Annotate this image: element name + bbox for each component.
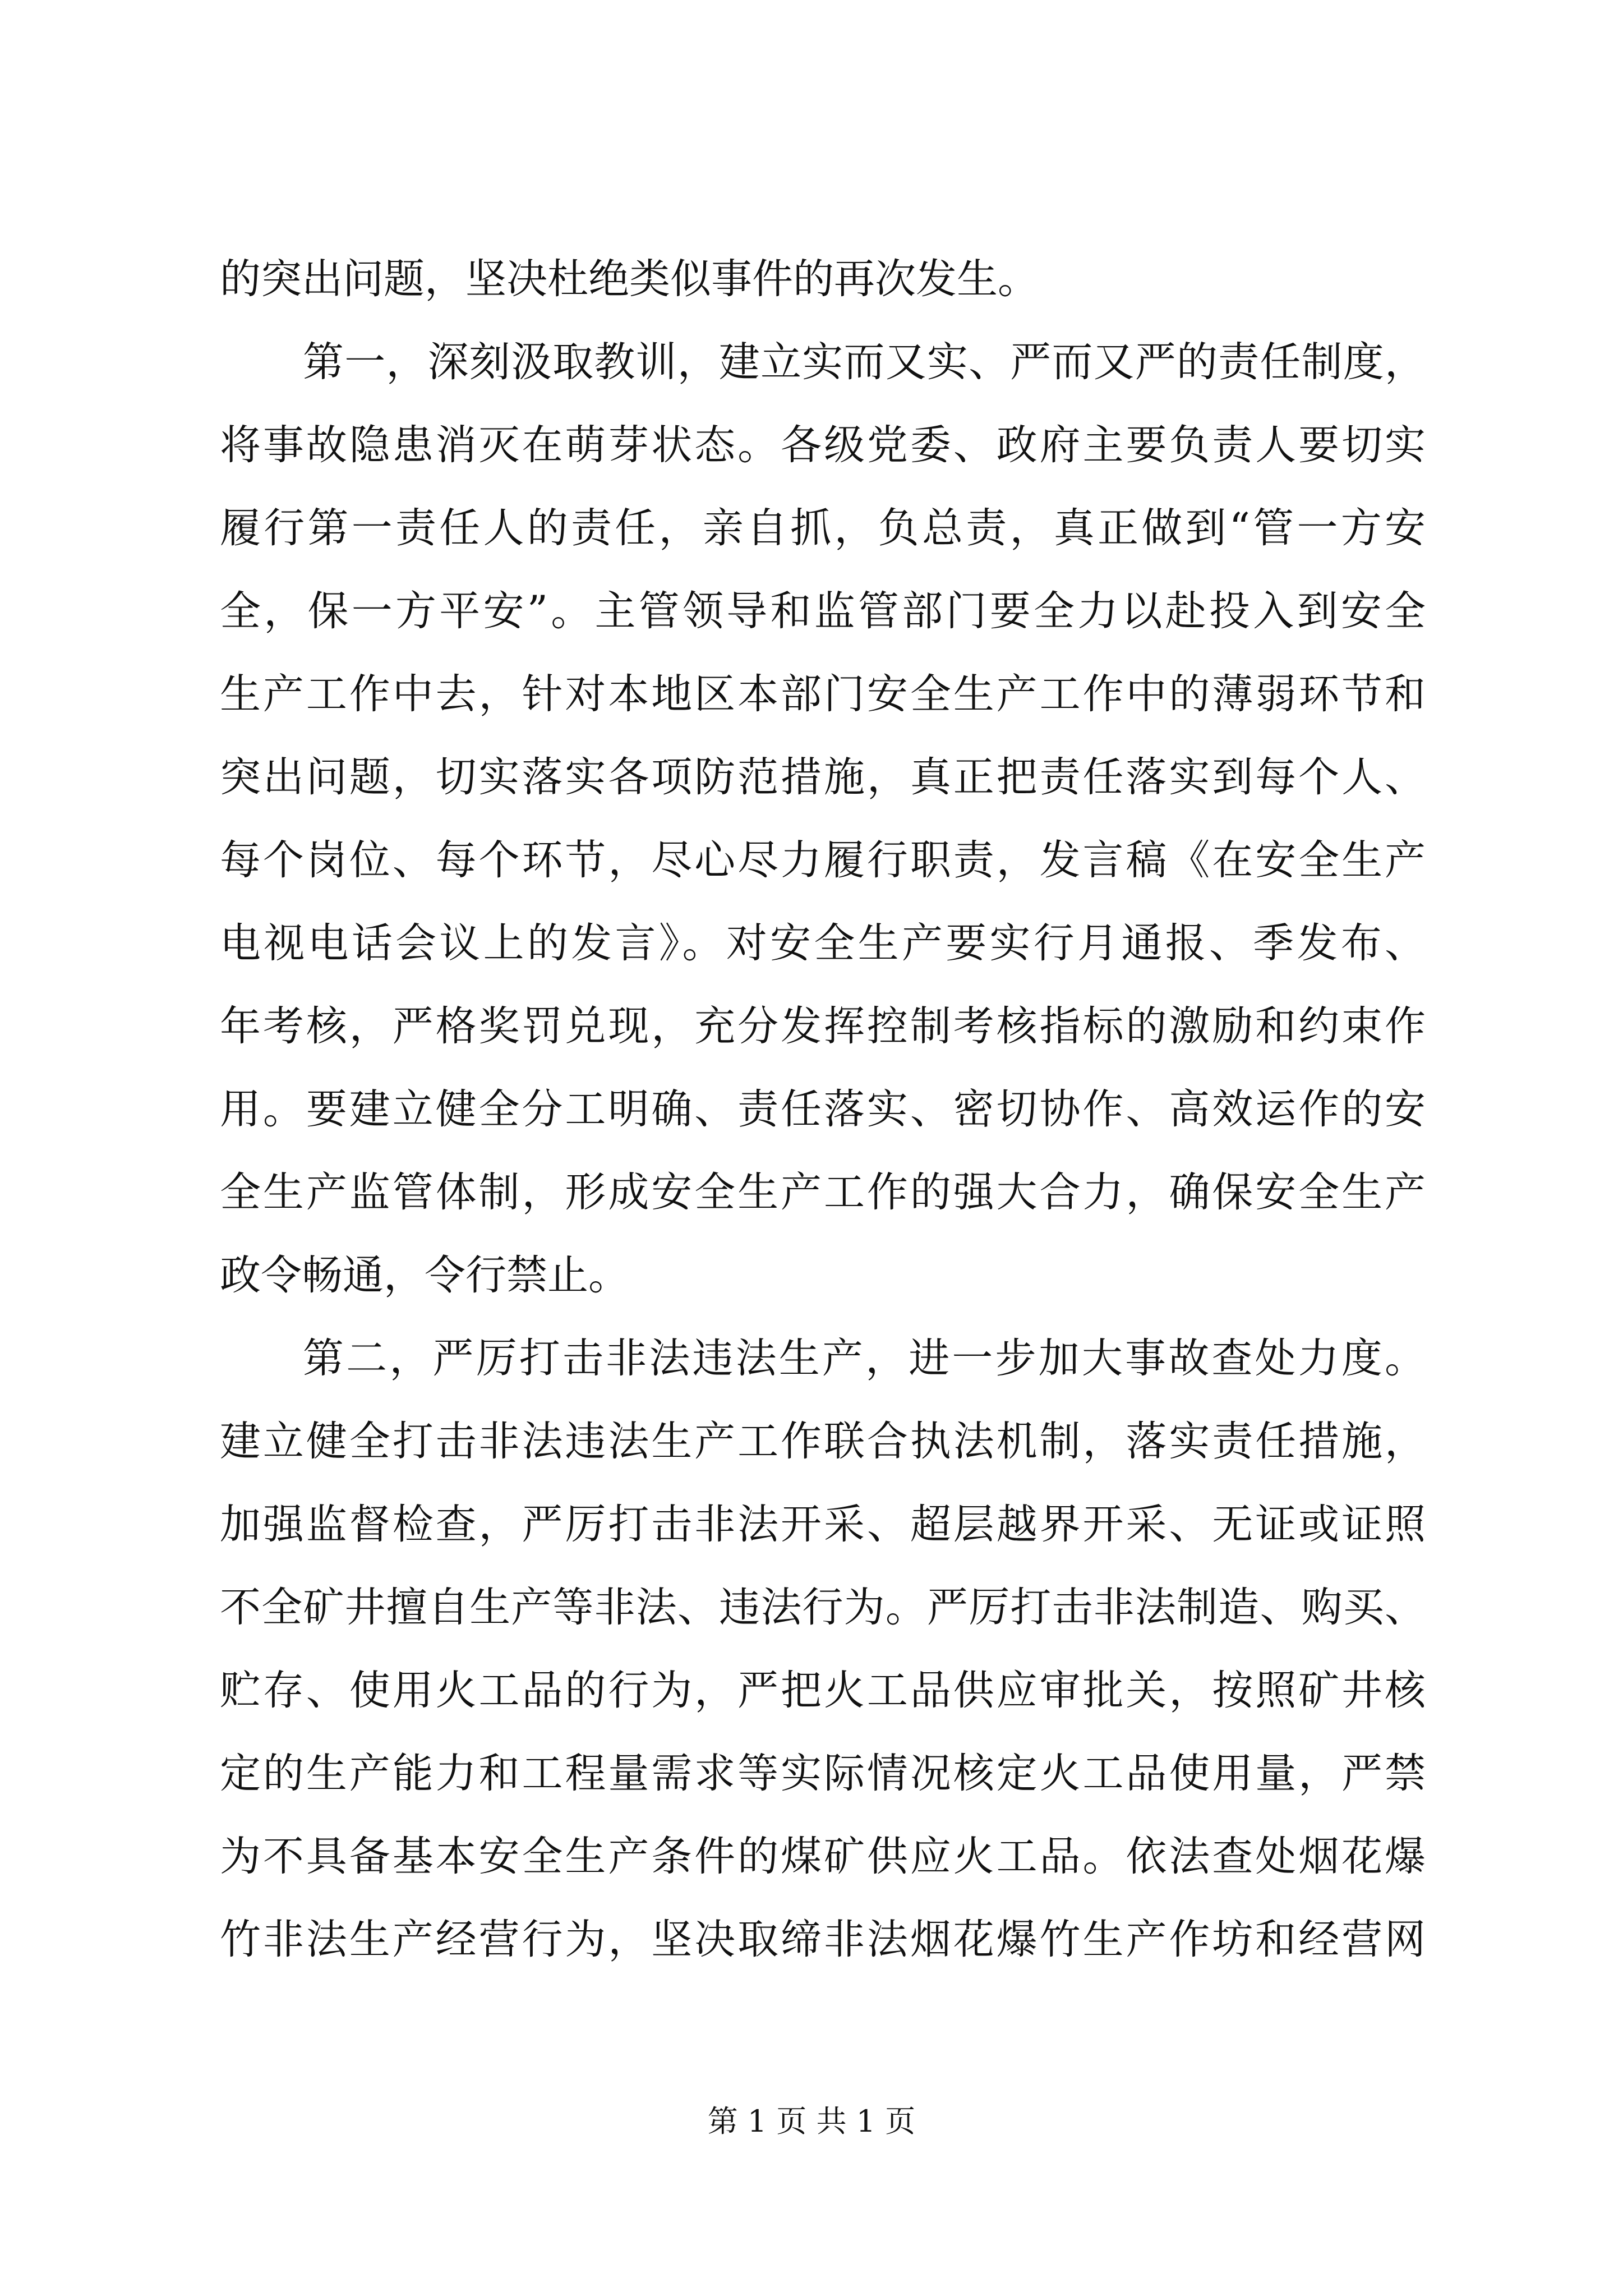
document-body xyxy=(220,257,1426,2000)
paragraph-start-line: 第一，深刻汲取教训，建立实而又实、严而又严的责任制度， xyxy=(303,338,1426,386)
paragraph-start-line: 第二，严厉打击非法违法生产，进一步加大事故查处力度。 xyxy=(303,1335,1426,1382)
text-line: 为不具备基本安全生产条件的煤矿供应火工品。依法查处烟花爆 xyxy=(220,1833,1426,1880)
text-line: 用。要建立健全分工明确、责任落实、密切协作、高效运作的安 xyxy=(220,1085,1426,1133)
text-line: 政令畅通，令行禁止。 xyxy=(220,1251,629,1299)
text-line: 将事故隐患消灭在萌芽状态。各级党委、政府主要负责人要切实 xyxy=(220,421,1426,469)
text-line: 每个岗位、每个环节，尽心尽力履行职责，发言稿《在安全生产 xyxy=(220,836,1426,884)
text-line: 履行第一责任人的责任，亲自抓，负总责，真正做到“管一方安 xyxy=(220,504,1426,552)
text-line: 不全矿井擅自生产等非法、违法行为。严厉打击非法制造、购买、 xyxy=(220,1584,1426,1631)
text-line: 竹非法生产经营行为，坚决取缔非法烟花爆竹生产作坊和经营网 xyxy=(220,1916,1426,1963)
text-line: 全，保一方平安”。主管领导和监管部门要全力以赴投入到安全 xyxy=(220,587,1426,635)
text-line: 年考核，严格奖罚兑现，充分发挥控制考核指标的激励和约束作 xyxy=(220,1002,1426,1050)
text-line: 突出问题，切实落实各项防范措施，真正把责任落实到每个人、 xyxy=(220,753,1426,801)
text-line: 生产工作中去，针对本地区本部门安全生产工作中的薄弱环节和 xyxy=(220,670,1426,718)
text-line: 定的生产能力和工程量需求等实际情况核定火工品使用量，严禁 xyxy=(220,1750,1426,1797)
page-number-footer: 第 1 页 共 1 页 xyxy=(707,2104,916,2139)
text-line: 电视电话会议上的发言》。对安全生产要实行月通报、季发布、 xyxy=(220,919,1426,967)
text-line: 加强监督检查，严厉打击非法开采、超层越界开采、无证或证照 xyxy=(220,1501,1426,1548)
text-line: 全生产监管体制，形成安全生产工作的强大合力，确保安全生产 xyxy=(220,1168,1426,1216)
text-line: 贮存、使用火工品的行为，严把火工品供应审批关，按照矿井核 xyxy=(220,1667,1426,1714)
text-line: 建立健全打击非法违法生产工作联合执法机制，落实责任措施， xyxy=(220,1418,1426,1465)
text-line: 的突出问题，坚决杜绝类似事件的再次发生。 xyxy=(220,255,1039,303)
